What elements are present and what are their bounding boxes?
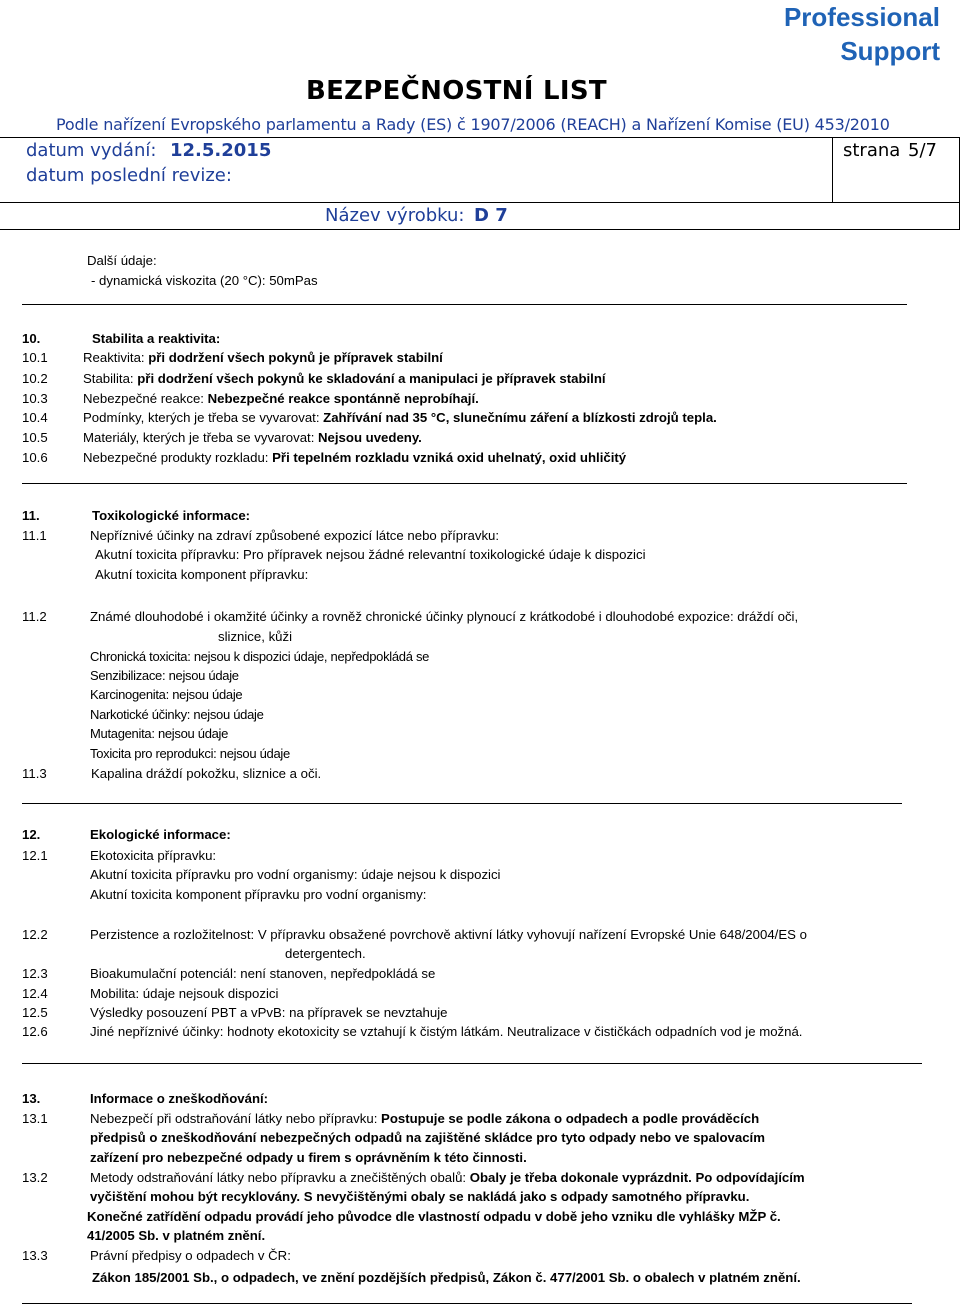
- brand-line1: Professional: [783, 2, 940, 32]
- extra-heading: Další údaje:: [87, 253, 157, 268]
- list-subitem: Toxicita pro reprodukci: nejsou údaje: [90, 746, 290, 761]
- list-item: 10.6 Nebezpečné produkty rozkladu: Při tepelném rozkladu vzniká oxid uhelnatý, oxid uhličitý: [22, 450, 627, 465]
- brand-line2: Support: [840, 36, 940, 66]
- issue-label: datum vydání:: [26, 140, 157, 161]
- product-value: D 7: [474, 205, 508, 226]
- header-divider: [832, 137, 833, 203]
- list-item: 13.2 Metody odstraňování látky nebo přípravku a znečištěných obalů: Obaly je třeba dokonale vyprázdnit. Po odpovídajícím: [22, 1170, 805, 1185]
- list-item-continuation: Zákon 185/2001 Sb., o odpadech, ve znění pozdějších předpisů, Zákon č. 477/2001 Sb. o obalech v platném znění.: [92, 1270, 801, 1285]
- section-11-heading: 11. Toxikologické informace:: [22, 508, 251, 523]
- list-item: 10.1 Reaktivita: při dodržení všech pokynů je přípravek stabilní: [22, 350, 443, 365]
- list-subitem: Akutní toxicita komponent přípravku pro vodní organismy:: [90, 887, 427, 902]
- list-subitem: Akutní toxicita komponent přípravku:: [95, 567, 309, 582]
- list-item: 11.2 Známé dlouhodobé i okamžité účinky a rovněž chronické účinky plynoucí z krátkodobé i dlouhodobé expozice: dráždí oči,: [22, 609, 799, 624]
- revision-label: datum poslední revize:: [26, 165, 232, 186]
- list-item: 13.1 Nebezpečí při odstraňování látky nebo přípravku: Postupuje se podle zákona o odpadech a podle prováděcích: [22, 1111, 760, 1126]
- header-top-rule: [0, 137, 960, 138]
- section-13-heading: 13. Informace o zneškodňování:: [22, 1091, 269, 1106]
- header-mid-rule: [0, 202, 960, 203]
- list-item: 10.3 Nebezpečné reakce: Nebezpečné reakce spontánně neprobíhají.: [22, 391, 479, 406]
- issue-date: 12.5.2015: [170, 140, 272, 161]
- product-label: Název výrobku:: [325, 205, 465, 226]
- list-item: 12.6 Jiné nepříznivé účinky: hodnoty ekotoxicity se vztahují k čistým látkám. Neutralizace v čističkách odpadních vod je možná.: [22, 1024, 803, 1039]
- list-item: 10.5 Materiály, kterých je třeba se vyvarovat: Nejsou uvedeny.: [22, 430, 422, 445]
- list-item-continuation: zařízení pro nebezpečné odpady u firem s oprávněním k této činnosti.: [90, 1150, 527, 1165]
- list-item: 12.4 Mobilita: údaje nejsouk dispozici: [22, 986, 279, 1001]
- separator: [22, 1063, 922, 1064]
- header-bottom-rule: [0, 229, 960, 230]
- section-12-heading: 12. Ekologické informace:: [22, 827, 231, 842]
- document-title: BEZPEČNOSTNÍ LIST: [306, 76, 607, 106]
- separator: [22, 803, 902, 804]
- list-item: 11.3 Kapalina dráždí pokožku, sliznice a oči.: [22, 766, 322, 781]
- list-subitem: Senzibilizace: nejsou údaje: [90, 668, 239, 683]
- list-item-continuation: Konečné zatřídění odpadu provádí jeho původce dle vlastností odpadu v době jeho vzniku dle vyhlášky MŽP č.: [87, 1209, 781, 1224]
- list-subitem: Akutní toxicita přípravku: Pro přípravek nejsou žádné relevantní toxikologické údaje k dispozici: [95, 547, 646, 562]
- list-item: 12.2 Perzistence a rozložitelnost: V přípravku obsažené povrchově aktivní látky vyhovují nařízení Evropské Unie 648/2004/ES o: [22, 927, 807, 942]
- page-value: 5/7: [908, 140, 937, 161]
- page-label: strana: [843, 140, 901, 161]
- list-item: 12.1 Ekotoxicita přípravku:: [22, 848, 217, 863]
- extra-viscosity: - dynamická viskozita (20 °C): 50mPas: [91, 273, 318, 288]
- section-number: 10.: [22, 331, 41, 346]
- list-item: 12.5 Výsledky posouzení PBT a vPvB: na přípravek se nevztahuje: [22, 1005, 448, 1020]
- section-title: Stabilita a reaktivita:: [92, 331, 221, 346]
- list-subitem: Mutagenita: nejsou údaje: [90, 726, 229, 741]
- list-item-continuation: sliznice, kůži: [218, 629, 293, 644]
- list-item-continuation: vyčištění mohou být recyklovány. S nevyčištěnými obaly se nakládá jako s odpady samotného přípravku.: [90, 1189, 750, 1204]
- document-subtitle: Podle nařízení Evropského parlamentu a Rady (ES) č 1907/2006 (REACH) a Nařízení Komise (EU) 453/2010: [56, 115, 890, 134]
- list-subitem: Akutní toxicita přípravku pro vodní organismy: údaje nejsou k dispozici: [90, 867, 501, 882]
- list-subitem: Chronická toxicita: nejsou k dispozici údaje, nepředpokládá se: [90, 649, 430, 664]
- section-10-heading: [22, 329, 220, 348]
- separator: [22, 304, 907, 305]
- list-item-continuation: detergentech.: [285, 946, 366, 961]
- list-item-continuation: 41/2005 Sb. v platném znění.: [87, 1228, 266, 1243]
- list-item-continuation: předpisů o zneškodňování nebezpečných odpadů na zajištěné skládce pro tyto odpady nebo ve spalovacím: [90, 1130, 765, 1145]
- list-subitem: Karcinogenita: nejsou údaje: [90, 687, 243, 702]
- list-item: 11.1 Nepříznivé účinky na zdraví způsobené expozicí látce nebo přípravku:: [22, 528, 500, 543]
- list-item: 10.4 Podmínky, kterých je třeba se vyvarovat: Zahřívání nad 35 °C, slunečnímu záření a blízkosti zdrojů tepla.: [22, 410, 717, 425]
- list-subitem: Narkotické účinky: nejsou údaje: [90, 707, 264, 722]
- list-item: 10.2 Stabilita: při dodržení všech pokynů ke skladování a manipulaci je přípravek stabilní: [22, 371, 606, 386]
- list-item: 12.3 Bioakumulační potenciál: není stanoven, nepředpokládá se: [22, 966, 436, 981]
- separator: [22, 1303, 912, 1304]
- list-item: 13.3 Právní předpisy o odpadech v ČR:: [22, 1248, 291, 1263]
- separator: [22, 483, 907, 484]
